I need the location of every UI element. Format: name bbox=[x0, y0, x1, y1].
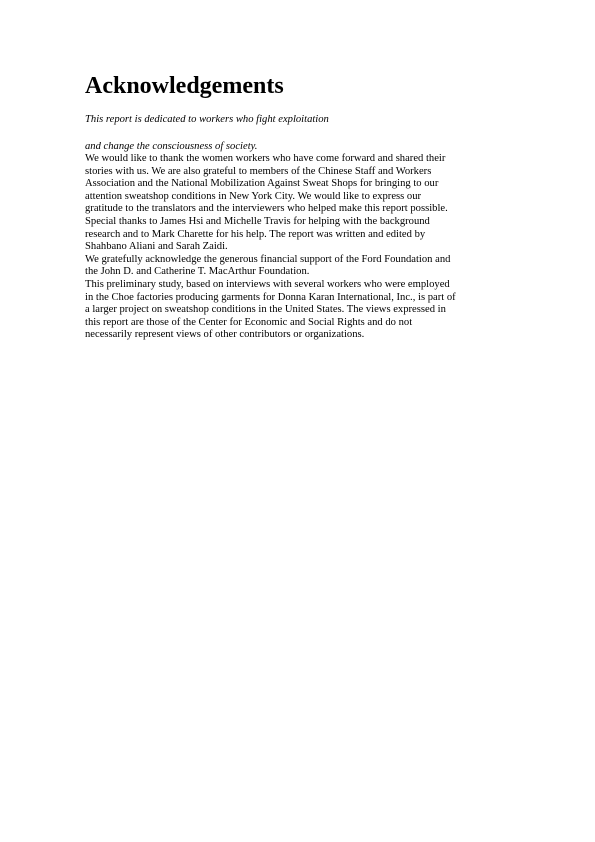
paragraph-line: the John D. and Catherine T. MacArthur Foundation. bbox=[85, 266, 310, 278]
dedication-line-2: and change the consciousness of society. bbox=[85, 141, 258, 152]
paragraph-line: Special thanks to James Hsi and Michelle Travis for helping with the background bbox=[85, 215, 430, 227]
paragraph-line: We would like to thank the women workers who have come forward and shared their bbox=[85, 153, 446, 164]
funding-paragraph bbox=[85, 254, 525, 279]
paragraph-line: This preliminary study, based on interviews with several workers who were employed bbox=[85, 278, 450, 290]
paragraph-line: a larger project on sweatshop conditions in the United States. The views expressed in bbox=[85, 304, 446, 316]
document-page bbox=[85, 72, 525, 342]
paragraph-line: stories with us. We are also grateful to members of the Chinese Staff and Workers bbox=[85, 165, 432, 177]
thanks-paragraph bbox=[85, 153, 525, 254]
paragraph-line: Association and the National Mobilization Against Sweat Shops for bringing to our bbox=[85, 178, 439, 190]
paragraph-line: research and to Mark Charette for his help. The report was written and edited by bbox=[85, 228, 426, 240]
study-paragraph bbox=[85, 279, 525, 342]
paragraph-line: necessarily represent views of other contributors or organizations. bbox=[85, 329, 365, 341]
paragraph-line: this report are those of the Center for Economic and Social Rights and do not bbox=[85, 316, 413, 328]
paragraph-line: in the Choe factories producing garments for Donna Karan International, Inc., is part of bbox=[85, 291, 456, 303]
paragraph-line: Shahbano Aliani and Sarah Zaidi. bbox=[85, 241, 228, 253]
paragraph-line: We gratefully acknowledge the generous financial support of the Ford Foundation and bbox=[85, 253, 451, 265]
paragraph-line: attention sweatshop conditions in New York City. We would like to express our bbox=[85, 190, 422, 202]
paragraph-line: gratitude to the translators and the interviewers who helped make this report possible. bbox=[85, 203, 448, 215]
page-title: Acknowledgements bbox=[85, 73, 284, 99]
dedication-line-1: This report is dedicated to workers who fight exploitation bbox=[85, 114, 329, 125]
